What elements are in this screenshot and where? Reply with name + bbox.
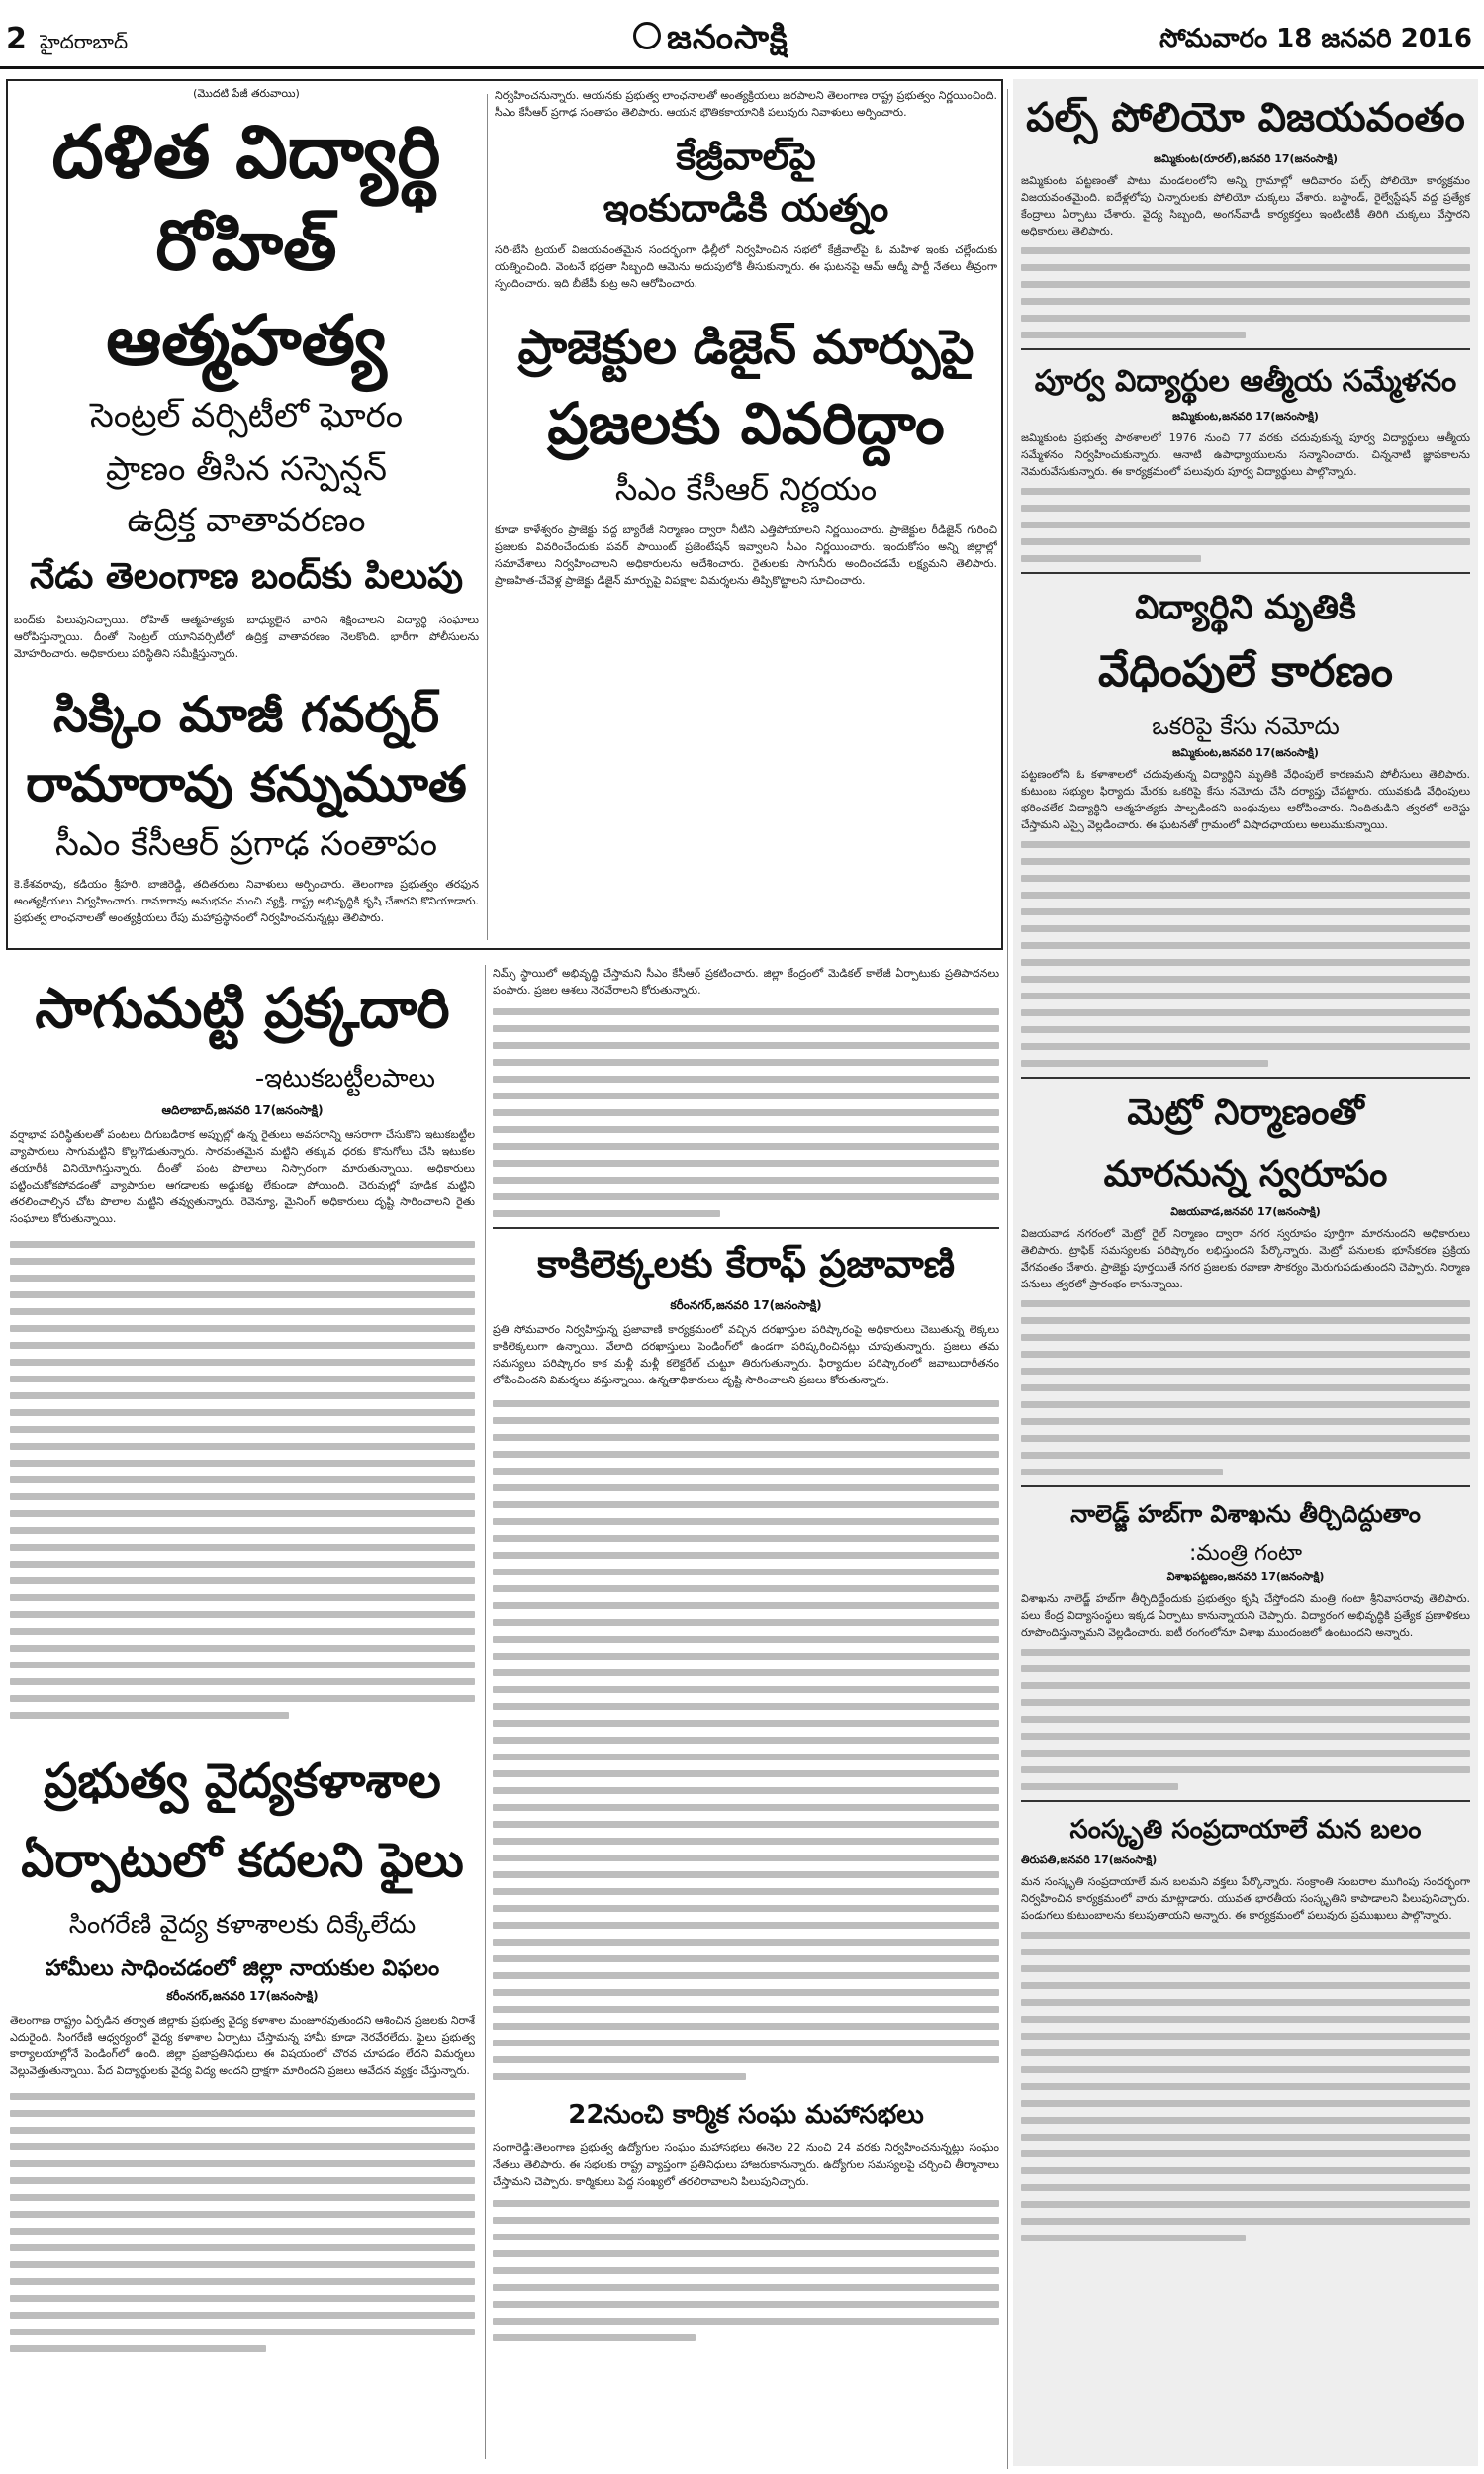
story-kejriwal xyxy=(495,87,997,948)
subheadline: -ఇటుకబట్టీలపాలు xyxy=(254,1064,435,1094)
text-placeholder xyxy=(10,1241,475,1719)
headline: నాలెడ్జ్ హబ్‌గా విశాఖను తీర్చిదిద్దుతాం xyxy=(1070,1500,1421,1528)
subheadline: ఒకరిపై కేసు నమోదు xyxy=(1152,713,1340,740)
article-body: మన సంస్కృతి సంప్రదాయాలే మన బలమని వక్తలు పేర్కొన్నారు. సంక్రాంతి సంబరాల ముగింపు సందర్భంగా నిర్వహించిన కార్యక్రమంలో వారు మాట్లాడారు. యువత భారతీయ సంస్కృతిని కాపాడాలని పిలుపునిచ్చారు. పండుగలు కుటుంబాలను కలుపుతాయని అన్నారు. ఈ కార్యక్రమంలో పలువురు ప్రముఖులు పాల్గొన్నారు. xyxy=(1021,1875,1470,1922)
headline: విద్యార్థిని మృతికి xyxy=(1135,588,1356,627)
subheadline: సీఎం కేసీఆర్ ప్రగాఢ సంతాపం xyxy=(55,824,437,864)
dateline-credit: కరీంనగర్,జనవరి 17(జనంసాక్షి) xyxy=(166,1989,319,2003)
column-divider xyxy=(485,965,486,2459)
dateline: సోమవారం 18 జనవరి 2016 xyxy=(1159,24,1472,53)
section-rule xyxy=(1021,1485,1470,1487)
story-rohith xyxy=(14,87,479,948)
headline: పూర్వ విద్యార్థుల ఆత్మీయ సమ్మేళనం xyxy=(1034,364,1457,399)
article-body: సరి-బేసి ట్రయల్ విజయవంతమైన సందర్భంగా ఢిల్లీలో నిర్వహించిన సభలో కేజ్రీవాల్‌పై ఓ మహిళ ఇంకు చల్లేందుకు యత్నించింది. వెంటనే భద్రతా సిబ్బంది ఆమెను అదుపులోకి తీసుకున్నారు. ఈ ఘటనపై ఆమ్ ఆద్మీ పార్టీ నేతలు తీవ్రంగా స్పందించారు. ఇది బీజేపీ కుట్ర అని ఆరోపించారు. xyxy=(495,243,997,290)
dateline-credit: జమ్మికుంట(రూరల్),జనవరి 17(జనంసాక్షి) xyxy=(1153,152,1339,165)
article-body: కూడా కాళేశ్వరం ప్రాజెక్టు వద్ద బ్యారేజీ నిర్మాణం ద్వారా నీటిని ఎత్తిపోయాలని నిర్ణయించారు. ప్రాజెక్టుల రీడిజైన్ గురించి ప్రజలకు వివరించేందుకు పవర్ పాయింట్ ప్రజెంటేషన్ ఇవ్వాలని సీఎం నిర్ణయించారు. ఇందుకోసం అన్ని జిల్లాల్లో సమావేశాలు నిర్వహించాలని అధికారులను ఆదేశించారు. రైతులకు సాగునీరు అందించడమే లక్ష్యమని తెలిపారు. ప్రాణహిత-చేవెళ్ల ప్రాజెక్టు డిజైన్ మార్పుపై విపక్షాల విమర్శలను తిప్పికొట్టాలని సూచించారు. xyxy=(495,523,997,587)
headline: పల్స్ పోలియో విజయవంతం xyxy=(1026,95,1465,141)
headline: దళిత విద్యార్థి xyxy=(51,110,441,195)
text-placeholder xyxy=(1013,480,1478,562)
city-label: హైదరాబాద్ xyxy=(40,30,129,53)
article-body: తెలంగాణ రాష్ట్రం ఏర్పడిన తర్వాత జిల్లాకు ప్రభుత్వ వైద్య కళాశాల మంజూరవుతుందని ఆశించిన ప్రజలకు నిరాశే ఎదురైంది. సింగరేణి ఆధ్వర్యంలో వైద్య కళాశాల ఏర్పాటు చేస్తామన్న హామీ కూడా నెరవేరలేదు. ఫైలు ప్రభుత్వ కార్యాలయాల్లోనే పెండింగ్‌లో ఉంది. జిల్లా ప్రజాప్రతినిధులు ఈ విషయంలో చొరవ చూపడం లేదని విమర్శలు వెల్లువెత్తుతున్నాయి. పేద విద్యార్థులకు వైద్య విద్య అందని ద్రాక్షగా మారిందని ప్రజలు ఆవేదన వ్యక్తం చేస్తున్నారు. xyxy=(10,2014,475,2077)
subheadline: ప్రాణం తీసిన సస్పెన్షన్ xyxy=(105,449,388,489)
headline: ప్రాజెక్టుల డిజైన్ మార్పుపై xyxy=(517,320,974,375)
story-saagumatti xyxy=(10,965,475,1727)
subheadline: :మంత్రి గంటా xyxy=(1188,1541,1303,1566)
column-divider xyxy=(487,94,488,940)
dateline-credit: ఆదిలాబాద్,జనవరి 17(జనంసాక్షి) xyxy=(161,1103,324,1117)
subheadline: హామీలు సాధించడంలో జిల్లా నాయకుల విఫలం xyxy=(45,1956,440,1981)
headline: 22నుంచి కార్మిక సంఘ మహాసభలు xyxy=(568,2100,924,2130)
right-column xyxy=(1013,79,1478,2466)
headline: మెట్రో నిర్మాణంతో xyxy=(1127,1093,1364,1133)
headline-line2: రోహిత్ ఆత్మహత్య xyxy=(106,205,387,381)
text-placeholder xyxy=(1013,239,1478,338)
headline: సిక్కిం మాజీ గవర్నర్ xyxy=(52,686,440,743)
section-rule xyxy=(1021,572,1470,574)
article-body: విజయవాడ నగరంలో మెట్రో రైల్ నిర్మాణం ద్వారా నగర స్వరూపం పూర్తిగా మారనుందని అధికారులు తెలిపారు. ట్రాఫిక్ సమస్యలకు పరిష్కారం లభిస్తుందని పేర్కొన్నారు. మెట్రో పనులకు భూసేకరణ ప్రక్రియ వేగవంతం చేశారు. ప్రాజెక్టు పూర్తయితే నగర ప్రజలకు రవాణా సౌకర్యం మెరుగుపడుతుందని చెప్పారు. నిర్మాణ పనులు త్వరలో ప్రారంభం కానున్నాయి. xyxy=(1021,1227,1470,1290)
text-placeholder xyxy=(493,1008,999,1217)
text-placeholder xyxy=(493,2200,999,2341)
paper-logo xyxy=(633,18,788,65)
headline-line2: ఇంకుదాడికి యత్నం xyxy=(603,186,889,230)
article-body: పట్టణంలోని ఓ కళాశాలలో చదువుతున్న విద్యార్థిని మృతికి వేధింపులే కారణమని పోలీసులు తెలిపారు. కుటుంబ సభ్యుల ఫిర్యాదు మేరకు ఒకరిపై కేసు నమోదు చేసి దర్యాప్తు చేపట్టారు. యువకుడి వేధింపులు భరించలేక విద్యార్థిని ఆత్మహత్యకు పాల్పడిందని బంధువులు ఆరోపించారు. నిందితుడిని త్వరలో అరెస్టు చేస్తామని ఎస్సై వెల్లడించారు. ఈ ఘటనతో గ్రామంలో విషాదఛాయలు అలుముకున్నాయి. xyxy=(1021,768,1470,831)
article-body: నిర్వహించనున్నారు. ఆయనకు ప్రభుత్వ లాంఛనాలతో అంత్యక్రియలు జరపాలని తెలంగాణ రాష్ట్ర ప్రభుత్వం నిర్ణయించింది. సీఎం కేసీఆర్ ప్రగాఢ సంతాపం తెలిపారు. ఆయన భౌతికకాయానికి పలువురు నివాళులు అర్పించారు. xyxy=(495,89,997,119)
headline: ప్రభుత్వ వైద్యకళాశాల xyxy=(44,1754,441,1809)
paper-name: జనంసాక్షి xyxy=(667,18,788,57)
section-rule xyxy=(1021,1800,1470,1802)
text-placeholder xyxy=(493,1400,999,2080)
subheadline: సెంట్రల్ వర్సిటీలో ఘోరం xyxy=(89,396,404,435)
masthead xyxy=(0,0,1484,69)
article-body: విశాఖను నాలెడ్జ్ హబ్‌గా తీర్చిదిద్దేందుకు ప్రభుత్వం కృషి చేస్తోందని మంత్రి గంటా శ్రీనివాసరావు తెలిపారు. పలు కేంద్ర విద్యాసంస్థలు ఇక్కడ ఏర్పాటు కానున్నాయని చెప్పారు. విద్యారంగ అభివృద్ధికి ప్రత్యేక ప్రణాళికలు రూపొందిస్తున్నామని వెల్లడించారు. ఐటీ రంగంలోనూ విశాఖ ముందంజలో ఉంటుందని అన్నారు. xyxy=(1021,1592,1470,1639)
article-body: బంద్‌కు పిలుపునిచ్చాయి. రోహిత్ ఆత్మహత్యకు బాధ్యులైన వారిని శిక్షించాలని విద్యార్థి సంఘాలు ఆరోపిస్తున్నాయి. దీంతో సెంట్రల్ యూనివర్సిటీలో ఉద్రిక్త వాతావరణం నెలకొంది. భారీగా పోలీసులను మోహరించారు. అధికారులు పరిస్థితిని సమీక్షిస్తున్నారు. xyxy=(14,614,479,660)
subheadline: నేడు తెలంగాణ బంద్‌కు పిలుపు xyxy=(29,556,464,597)
logo-emblem-icon xyxy=(633,22,661,49)
headline-line2: రామారావు కన్నుమూత xyxy=(26,755,467,812)
article-body: సంగారెడ్డి:తెలంగాణ ప్రభుత్వ ఉద్యోగుల సంఘం మహాసభలు ఈనెల 22 నుంచి 24 వరకు నిర్వహించనున్నట్లు సంఘం నేతలు తెలిపారు. ఈ సభలకు రాష్ట్ర వ్యాప్తంగా ప్రతినిధులు హాజరుకానున్నారు. ఉద్యోగుల సమస్యలపై చర్చించి తీర్మానాలు చేస్తామని చెప్పారు. కార్మికులు పెద్ద సంఖ్యలో తరలిరావాలని పిలుపునిచ్చారు. xyxy=(493,2141,999,2188)
headline-line2: ప్రజలకు వివరిద్దాం xyxy=(547,390,945,457)
text-placeholder xyxy=(1013,1924,1478,2241)
headline: సంస్కృతి సంప్రదాయాలే మన బలం xyxy=(1069,1815,1422,1845)
headline-line2: వేధింపులే కారణం xyxy=(1098,646,1393,697)
article-body: కె.కేశవరావు, కడియం శ్రీహరి, బాజిరెడ్డి, తదితరులు నివాళులు అర్పించారు. తెలంగాణ ప్రభుత్వం తరఫున అంత్యక్రియలు నిర్వహించారు. రామారావు అనుభవం మంచి వ్యక్తి, రాష్ట్ర అభివృద్ధికి కృషి చేశారని కొనియాడారు. ప్రభుత్వ లాంఛనాలతో అంత్యక్రియలు రేపు మహాప్రస్థానంలో నిర్వహించనున్నట్లు తెలిపారు. xyxy=(14,878,479,924)
subheadline: సింగరేణి వైద్య కళాశాలకు దిక్కేలేదు xyxy=(68,1910,417,1940)
article-body: జమ్మికుంట పట్టణంతో పాటు మండలంలోని అన్ని గ్రామాల్లో ఆదివారం పల్స్ పోలియో కార్యక్రమం విజయవంతమైంది. ఐదేళ్లలోపు చిన్నారులకు పోలియో చుక్కలు వేశారు. బస్టాండ్, రైల్వేస్టేషన్ వద్ద ప్రత్యేక కేంద్రాలు ఏర్పాటు చేశారు. వైద్య సిబ్బంది, అంగన్‌వాడీ కార్యకర్తలు ఇంటింటికీ తిరిగి చుక్కలు వేస్తారని అధికారులు తెలిపారు. xyxy=(1021,174,1470,238)
dateline-credit: కరీంనగర్,జనవరి 17(జనంసాక్షి) xyxy=(670,1298,822,1312)
dateline-credit: విశాఖపట్టణం,జనవరి 17(జనంసాక్షి) xyxy=(1166,1570,1325,1583)
dateline-credit: తిరుపతి,జనవరి 17(జనంసాక్షి) xyxy=(1021,1854,1158,1866)
text-placeholder xyxy=(1013,833,1478,1067)
article-body: జమ్మికుంట ప్రభుత్వ పాఠశాలలో 1976 నుంచి 77 వరకు చదువుకున్న పూర్వ విద్యార్థులు ఆత్మీయ సమ్మేళనం నిర్వహించుకున్నారు. ఆనాటి ఉపాధ్యాయులను సన్మానించారు. చిన్ననాటి జ్ఞాపకాలను నెమరువేసుకున్నారు. ఈ కార్యక్రమంలో పలువురు పూర్వ విద్యార్థులు పాల్గొన్నారు. xyxy=(1021,431,1470,478)
article-body: నిమ్స్ స్థాయిలో అభివృద్ధి చేస్తామని సీఎం కేసీఆర్ ప్రకటించారు. జిల్లా కేంద్రంలో మెడికల్ కాలేజీ ఏర్పాటుకు ప్రతిపాదనలు పంపారు. ప్రజల ఆశలు నెరవేరాలని కోరుతున్నారు. xyxy=(493,967,999,997)
text-placeholder xyxy=(1013,1641,1478,1790)
dateline-credit: జమ్మికుంట,జనవరి 17(జనంసాక్షి) xyxy=(1172,746,1319,759)
dateline-credit: విజయవాడ,జనవరి 17(జనంసాక్షి) xyxy=(1170,1205,1321,1218)
headline: సాగుమట్టి ప్రక్కదారి xyxy=(35,977,450,1041)
kicker: (మొదటి పేజీ తరువాయి) xyxy=(193,87,300,100)
story-medical-college xyxy=(10,1742,475,2464)
section-rule xyxy=(1021,1077,1470,1079)
text-placeholder xyxy=(1013,1292,1478,1475)
column-divider xyxy=(1007,89,1008,2469)
story-kakilekkalu xyxy=(493,965,999,2464)
article-body: ప్రతి సోమవారం నిర్వహిస్తున్న ప్రజావాణి కార్యక్రమంలో వచ్చిన దరఖాస్తుల పరిష్కారంపై అధికారులు చెబుతున్న లెక్కలు కాకిలెక్కలుగా ఉన్నాయి. వేలాది దరఖాస్తులు పెండింగ్‌లో ఉండగా పరిష్కరించినట్లు చూపుతున్నారు. ప్రజలు తమ సమస్యలు పరిష్కారం కాక మళ్లీ మళ్లీ కలెక్టరేట్ చుట్టూ తిరుగుతున్నారు. ఫిర్యాదుల పరిష్కారంలో జవాబుదారీతనం లోపించిందని విమర్శలు వస్తున్నాయి. ఉన్నతాధికారులు దృష్టి సారించాలని ప్రజలు కోరుతున్నారు. xyxy=(493,1323,999,1386)
text-placeholder xyxy=(10,2093,475,2352)
article-body: వర్షాభావ పరిస్థితులతో పంటలు దిగుబడిరాక అప్పుల్లో ఉన్న రైతులు అవసరాన్ని ఆసరాగా చేసుకొని ఇటుకబట్టీల వ్యాపారులు సాగుమట్టిని కొల్లగొడుతున్నారు. సారవంతమైన మట్టిని తక్కువ ధరకు కొనుగోలు చేసి ఇటుకల తయారీకి వినియోగిస్తున్నారు. దీంతో పంట పొలాలు నిస్సారంగా మారుతున్నాయి. అధికారులు పట్టించుకోకపోవడంతో వ్యాపారుల ఆగడాలకు అడ్డుకట్ట లేకుండా పోయింది. చెరువుల్లో పూడిక మట్టిని తరలించాల్సిన చోట పొలాల మట్టిని తవ్వుతున్నారు. రెవెన్యూ, మైనింగ్ అధికారులు దృష్టి సారించాలని రైతు సంఘాలు కోరుతున్నాయి. xyxy=(10,1128,475,1225)
dateline-credit: జమ్మికుంట,జనవరి 17(జనంసాక్షి) xyxy=(1172,410,1319,423)
subheadline: సీఎం కేసీఆర్ నిర్ణయం xyxy=(614,470,878,508)
page-number: 2 xyxy=(6,22,27,56)
headline-line2: మారనున్న స్వరూపం xyxy=(1103,1154,1388,1194)
subheadline: ఉద్రిక్త వాతావరణం xyxy=(127,501,366,540)
headline-line2: ఏర్పాటులో కదలని ఫైలు xyxy=(21,1833,464,1888)
headline: కేజ్రీవాల్‌పై xyxy=(676,135,816,178)
section-rule xyxy=(1021,348,1470,350)
headline: కాకిలెక్కలకు కేరాఫ్ ప్రజావాణి xyxy=(536,1242,956,1285)
